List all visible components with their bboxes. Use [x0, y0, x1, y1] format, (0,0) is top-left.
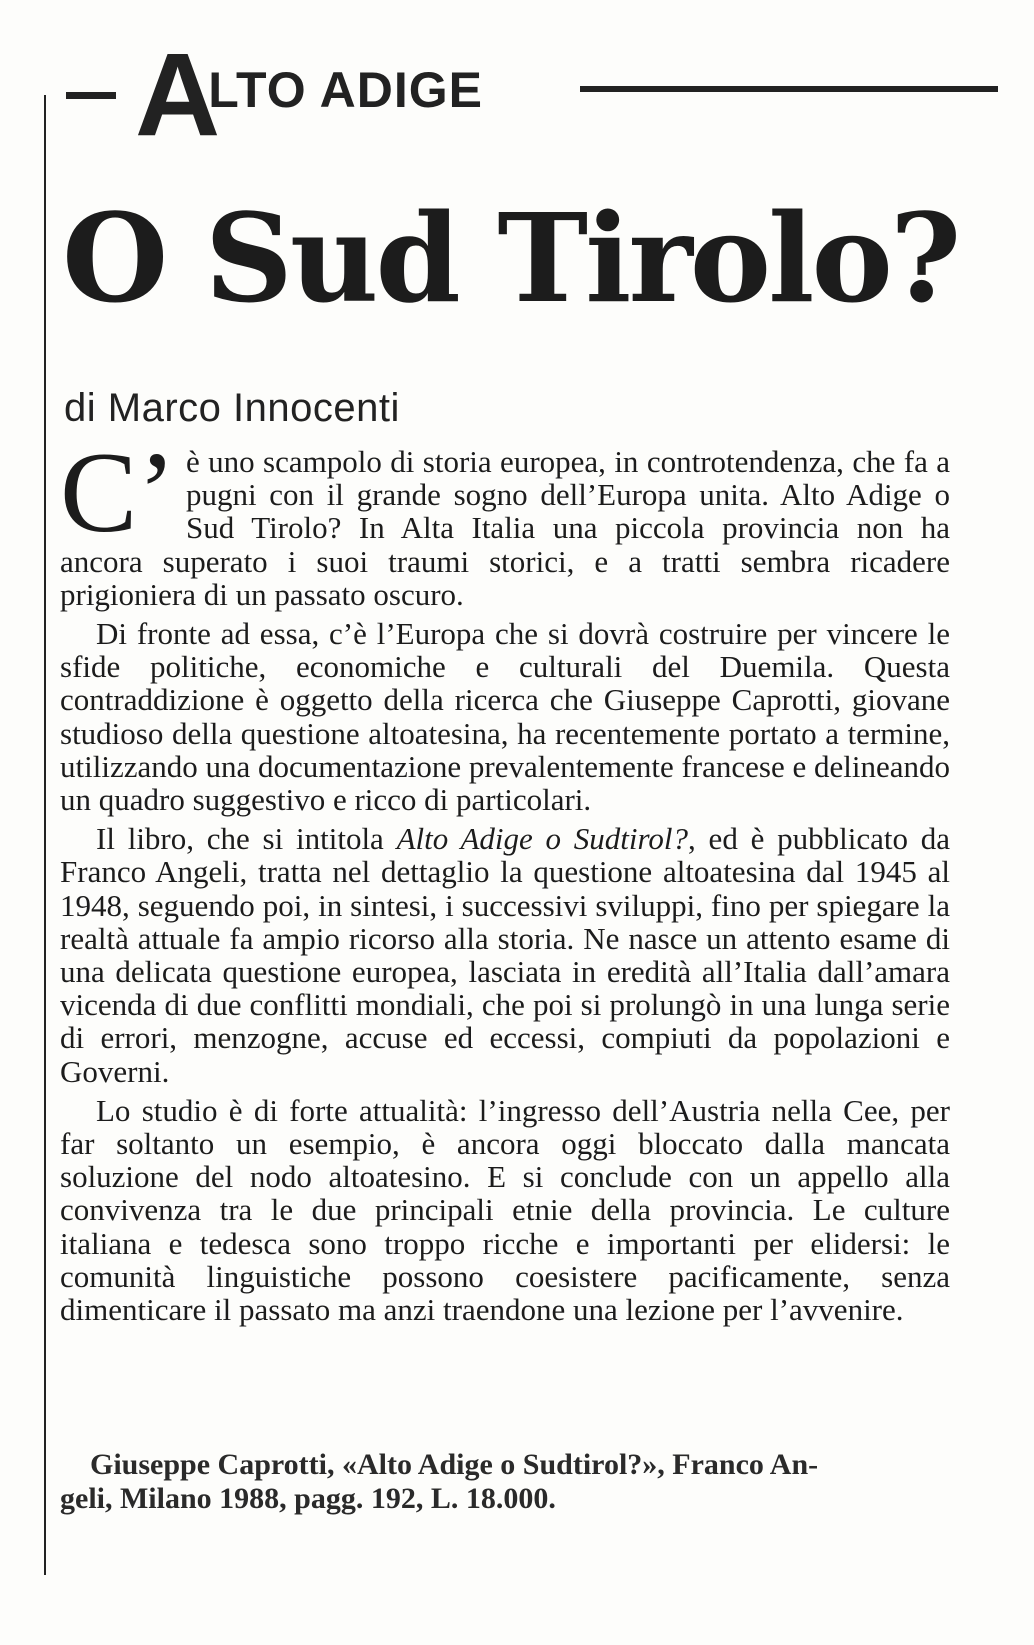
byline: di Marco Innocenti	[64, 386, 400, 430]
section-header	[60, 29, 1000, 161]
paragraph-1	[60, 429, 950, 612]
book-citation	[60, 1448, 950, 1516]
drop-cap: C’	[60, 429, 176, 557]
paragraph-3-rest: , ed è pubblicato da Franco Angeli, tratta nel dettaglio la questione altoatesina dal 1945 al 1948, seguendo poi, in sintesi, i successivi sviluppi, fino per spiegare la realtà attuale fa ampio ricorso alla storia. Ne nasce un attento esame di una delicata questione europea, lasciata in eredità all’Italia dall’amara vicenda di due conflitti mondiali, che poi si prolungò in una lunga serie di errori, menzogne, accuse ed eccessi, compiuti da popolazioni e Governi.	[60, 821, 950, 1089]
section-name-rest: LTO ADIGE	[208, 62, 483, 118]
section-initial: A	[135, 29, 219, 161]
citation-line-2: geli, Milano 1988, pagg. 192, L. 18.000.	[60, 1482, 556, 1515]
section-name	[135, 29, 483, 161]
paragraph-4: Lo studio è di forte attualità: l’ingresso dell’Austria nella Cee, per far soltanto un esempio, è ancora oggi bloccato dalla mancata soluzione del nodo altoatesino. E si conclude con un appello alla convivenza tra le due principali etnie della provincia. Le culture italiana e tedesca sono troppo ricche e importanti per elidersi: le comunità linguistiche possono coesistere pacificamente, senza dimenticare il passato ma anzi traendone una lezione per l’avvenire.	[60, 1092, 950, 1328]
paragraph-3-lead: Il libro, che si intitola	[96, 821, 397, 857]
citation-line-1: Giuseppe Caprotti, «Alto Adige o Sudtirol?», Franco An-	[90, 1448, 819, 1481]
paragraph-1-text: è uno scampolo di storia europea, in controtendenza, che fa a pugni con il grande sogno dell’Europa unita. Alto Adige o Sud Tirolo? In Alta Italia una piccola provincia non ha ancora superato i suoi traumi storici, e a tratti sembra ricadere prigioniera di un passato oscuro.	[60, 444, 950, 612]
header-dash-left	[66, 92, 116, 99]
column-rule	[44, 95, 46, 1575]
headline: O Sud Tirolo?	[62, 186, 959, 330]
header-rule-right	[580, 86, 998, 92]
article-body	[60, 429, 950, 1332]
paragraph-3	[60, 822, 950, 1088]
paragraph-2: Di fronte ad essa, c’è l’Europa che si dovrà costruire per vincere le sfide politiche, economiche e culturali del Duemila. Questa contraddizione è oggetto della ricerca che Giuseppe Caprotti, giovane studioso della questione altoatesina, ha recentemente portato a termine, utilizzando una documentazione prevalentemente francese e delineando un quadro suggestivo e ricco di particolari.	[60, 616, 950, 818]
book-title: Alto Adige o Sudtirol?	[396, 821, 689, 857]
